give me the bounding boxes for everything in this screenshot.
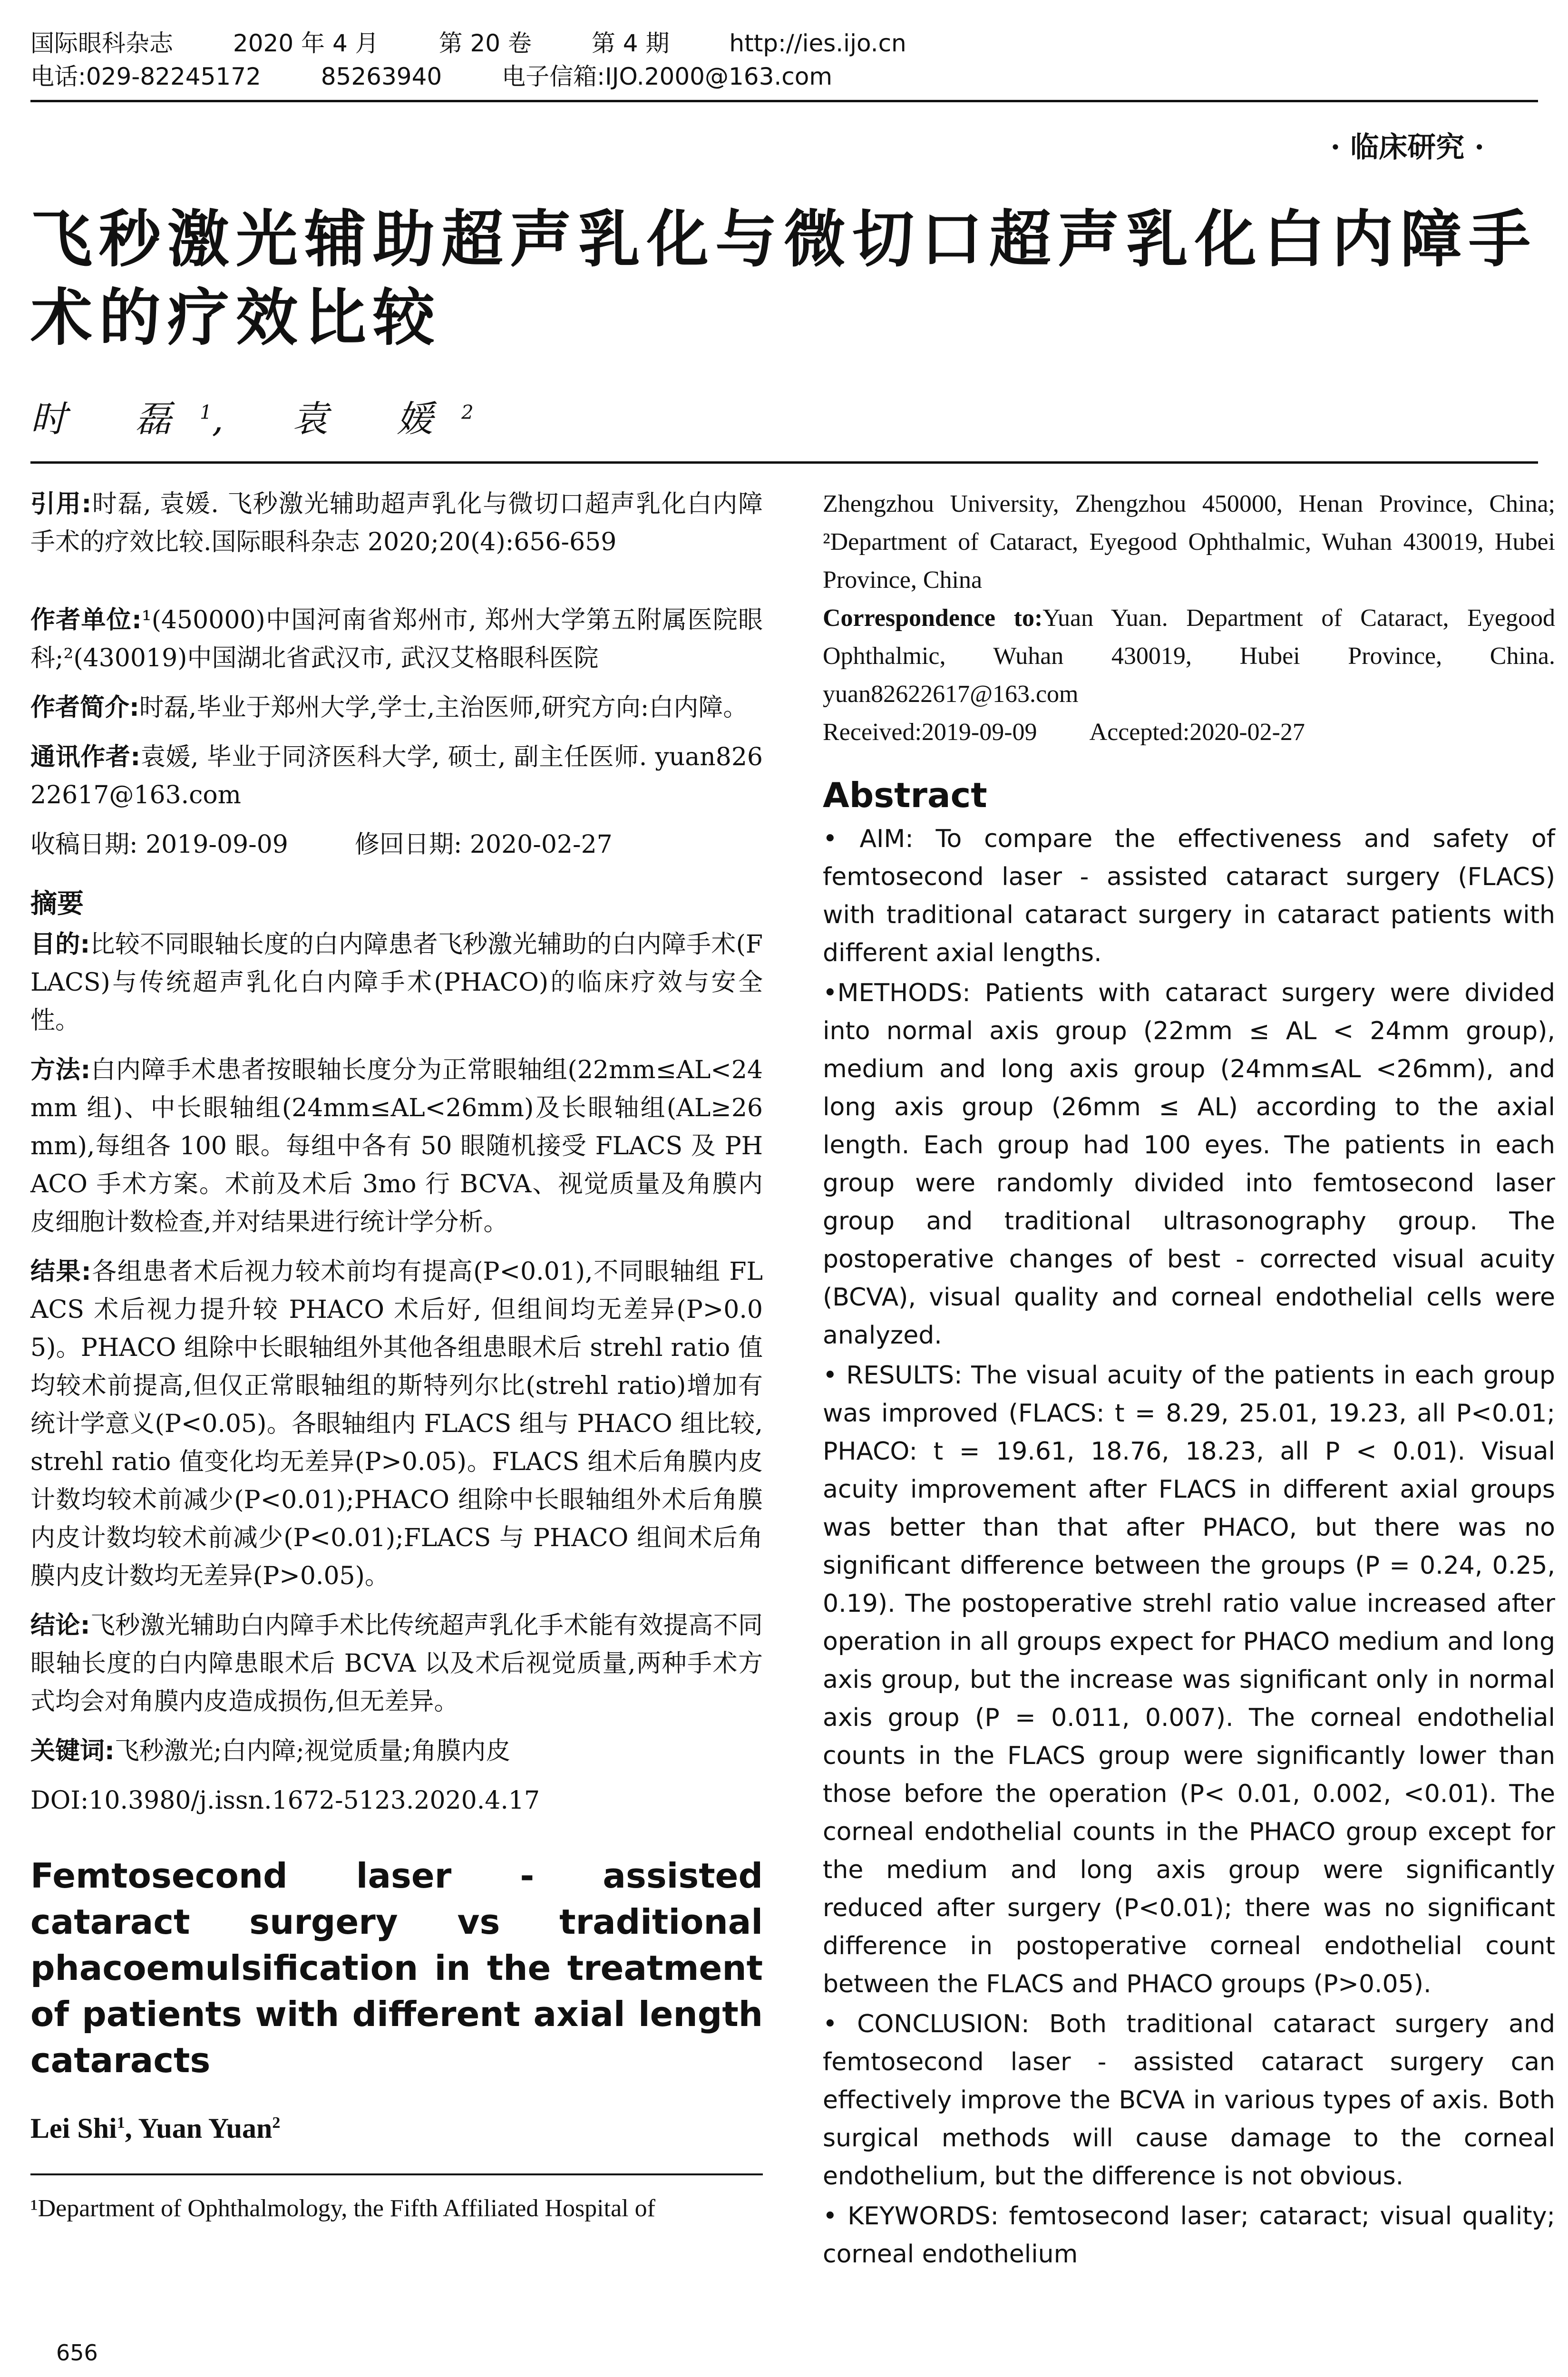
footnote-rule bbox=[30, 2173, 763, 2175]
right-column bbox=[823, 485, 1555, 2275]
article-title-en: Femtosecond laser - assisted cataract surgery vs traditional phacoemulsification in the treatment of patients with different axial length cataracts bbox=[30, 1856, 763, 2080]
dates-en bbox=[823, 713, 1555, 751]
corr-text: 袁媛, 毕业于同济医科大学, 硕士, 副主任医师. yuan82622617@163.com bbox=[30, 743, 763, 809]
author-en-1: Lei Shi bbox=[30, 2113, 117, 2144]
author-1-affil: 1 bbox=[200, 401, 212, 424]
abstract-heading-zh: 摘要 bbox=[30, 888, 84, 919]
affiliation-text: ¹(450000)中国河南省郑州市, 郑州大学第五附属医院眼科;²(430019)中国湖北省武汉市, 武汉艾格眼科医院 bbox=[30, 606, 763, 672]
conclusion-en: • CONCLUSION: Both traditional cataract surgery and femtosecond laser - assisted cataract surgery can effectively improve the BCVA in various types of axis. Both surgical methods will cause damage to the corneal endothelium, but the difference is not obvious. bbox=[823, 2010, 1555, 2191]
corresponding-author bbox=[30, 738, 763, 814]
authors-en bbox=[30, 2112, 763, 2145]
author-en-2-affil: 2 bbox=[272, 2114, 281, 2132]
author-sep: , bbox=[212, 398, 252, 440]
aim-text: 比较不同眼轴长度的白内障患者飞秒激光辅助的白内障手术(FLACS)与传统超声乳化白内障手术(PHACO)的临床疗效与安全性。 bbox=[30, 930, 763, 1035]
title-rule bbox=[30, 461, 1538, 464]
author-bio bbox=[30, 689, 763, 727]
aim-label: 目的: bbox=[30, 930, 90, 959]
header-rule bbox=[30, 100, 1538, 102]
issue-date: 2020 年 4 月 bbox=[233, 29, 379, 57]
dates-zh bbox=[30, 826, 763, 864]
affiliation-label: 作者单位: bbox=[30, 606, 142, 634]
keywords-text: 飞秒激光;白内障;视觉质量;角膜内皮 bbox=[114, 1737, 511, 1765]
journal-name: 国际眼科杂志 bbox=[30, 29, 173, 57]
methods-zh bbox=[30, 1051, 763, 1241]
aim-zh bbox=[30, 925, 763, 1040]
results-text: 各组患者术后视力较术前均有提高(P<0.01),不同眼轴组 FLACS 术后视力提升较 PHACO 术后好, 但组间均无差异(P>0.05)。PHACO 组除中长眼轴组外其他各组患眼术后 strehl ratio 值均较术前提高,但仅正常眼轴组的斯特列尔比(strehl ratio)增加有统计学意义(P<0.05)。各眼轴组内 FLACS 组与 PHACO 组比较,strehl ratio 值变化均无差异(P>0.05)。FLACS 组术后角膜内皮计数均较术前减少(P<0.01);PHACO 组除中长眼轴组外术后角膜内皮计数均较术前减少(P<0.01);FLACS 与 PHACO 组间术后角膜内皮计数均无差异(P>0.05)。 bbox=[30, 1257, 763, 1590]
revised-date-zh: 修回日期: 2020-02-27 bbox=[354, 830, 613, 859]
author-en-2: Yuan Yuan bbox=[138, 2113, 273, 2144]
author-2-affil: 2 bbox=[461, 401, 474, 424]
article-title-zh: 飞秒激光辅助超声乳化与微切口超声乳化白内障手术的疗效比较 bbox=[30, 203, 1538, 354]
results-label: 结果: bbox=[30, 1257, 91, 1286]
accepted-date-en: Accepted:2020-02-27 bbox=[1089, 719, 1305, 746]
section-tag: · 临床研究 · bbox=[1330, 131, 1484, 164]
affiliation-footnote: ¹Department of Ophthalmology, the Fifth Affiliated Hospital of bbox=[30, 2195, 655, 2222]
correspondence-label: Correspondence to: bbox=[823, 604, 1043, 632]
conclusion-label: 结论: bbox=[30, 1611, 90, 1640]
left-column bbox=[30, 485, 763, 2228]
author-2: 袁 媛 bbox=[292, 398, 462, 440]
volume: 第 20 卷 bbox=[438, 29, 532, 57]
keywords-en: • KEYWORDS: femtosecond laser; cataract; visual quality; corneal endothelium bbox=[823, 2202, 1555, 2269]
received-date-zh: 收稿日期: 2019-09-09 bbox=[30, 830, 288, 859]
affiliation bbox=[30, 601, 763, 677]
methods-en: •METHODS: Patients with cataract surgery were divided into normal axis group (22mm ≤ AL < 24mm group), medium and long axis group (24mm≤AL <26mm), and long axis group (26mm ≤ AL) according to the axial length. Each group had 100 eyes. The patients in each group were randomly divided into femtosecond laser group and traditional ultrasonography group. The postoperative changes of best - corrected visual acuity (BCVA), visual quality and corneal endothelial cells were analyzed. bbox=[823, 979, 1555, 1350]
doi[interactable]: DOI:10.3980/j.issn.1672-5123.2020.4.17 bbox=[30, 1786, 540, 1815]
author-en-sep: , bbox=[125, 2113, 138, 2144]
results-en: • RESULTS: The visual acuity of the patients in each group was improved (FLACS: t = 8.29, 25.01, 19.23, all P<0.01; PHACO: t = 19.61, 18.76, 18.23, all P < 0.01). Visual acuity improvement after FLACS in different axial groups was better than that after PHACO, but there was no significant difference between the groups (P = 0.24, 0.25, 0.19). The postoperative strehl ratio value increased after operation in all groups expect for PHACO medium and long axis group, but the increase was significant only in normal axis group (P = 0.011, 0.007). The corneal endothelial counts in the FLACS group were significantly lower than those before the operation (P< 0.01, 0.002, <0.01). The corneal endothelial counts in the PHACO group except for the medium and long axis group were significantly reduced after surgery (P<0.01); there was no significant difference in postoperative corneal endothelial count between the FLACS and PHACO groups (P>0.05). bbox=[823, 1361, 1555, 1998]
results-zh bbox=[30, 1253, 763, 1595]
conclusion-text: 飞秒激光辅助白内障手术比传统超声乳化手术能有效提高不同眼轴长度的白内障患眼术后 BCVA 以及术后视觉质量,两种手术方式均会对角膜内皮造成损伤,但无差异。 bbox=[30, 1611, 763, 1716]
author-en-1-affil: 1 bbox=[117, 2114, 125, 2132]
phone: 电话:029-82245172 bbox=[30, 63, 261, 90]
bio-label: 作者简介: bbox=[30, 693, 139, 722]
correspondence-text: Yuan Yuan. Department of Cataract, Eyegood Ophthalmic, Wuhan 430019, Hubei Province, China. yuan82622617@163.com bbox=[823, 604, 1555, 708]
methods-label: 方法: bbox=[30, 1056, 91, 1084]
issue: 第 4 期 bbox=[591, 29, 670, 57]
bio-text: 时磊,毕业于郑州大学,学士,主治医师,研究方向:白内障。 bbox=[139, 693, 748, 722]
keywords-label: 关键词: bbox=[30, 1737, 115, 1765]
citation-label: 引用: bbox=[30, 490, 92, 518]
citation-text: 时磊, 袁媛. 飞秒激光辅助超声乳化与微切口超声乳化白内障手术的疗效比较.国际眼科杂志 2020;20(4):656-659 bbox=[30, 490, 763, 556]
journal-url[interactable]: http://ies.ijo.cn bbox=[729, 29, 906, 57]
conclusion-zh bbox=[30, 1607, 763, 1721]
email[interactable]: 电子信箱:IJO.2000@163.com bbox=[502, 63, 833, 90]
keywords-zh bbox=[30, 1732, 763, 1770]
corr-label: 通讯作者: bbox=[30, 743, 141, 771]
methods-text: 白内障手术患者按眼轴长度分为正常眼轴组(22mm≤AL<24mm 组)、中长眼轴组(24mm≤AL<26mm)及长眼轴组(AL≥26mm),每组各 100 眼。每组中各有 50 眼随机接受 FLACS 及 PHACO 手术方案。术前及术后 3mo 行 BCVA、视觉质量及角膜内皮细胞计数检查,并对结果进行统计学分析。 bbox=[30, 1056, 763, 1237]
header-line-2 bbox=[30, 60, 1538, 93]
abstract-heading-en: Abstract bbox=[823, 775, 987, 815]
phone-2: 85263940 bbox=[321, 63, 442, 90]
affiliation-en-cont: Zhengzhou University, Zhengzhou 450000, Henan Province, China; ²Department of Cataract, Eyegood Ophthalmic, Wuhan 430019, Hubei Province, China bbox=[823, 490, 1555, 594]
authors-zh bbox=[30, 390, 474, 442]
journal-header bbox=[30, 27, 1538, 93]
author-1: 时 磊 bbox=[30, 398, 200, 440]
correspondence-en bbox=[823, 599, 1555, 713]
page-number: 656 bbox=[56, 2340, 98, 2366]
aim-en: • AIM: To compare the effectiveness and safety of femtosecond laser - assisted cataract surgery (FLACS) with traditional cataract surgery in cataract patients with different axial lengths. bbox=[823, 825, 1555, 967]
header-line-1 bbox=[30, 27, 1538, 60]
received-date-en: Received:2019-09-09 bbox=[823, 719, 1037, 746]
citation bbox=[30, 485, 763, 561]
